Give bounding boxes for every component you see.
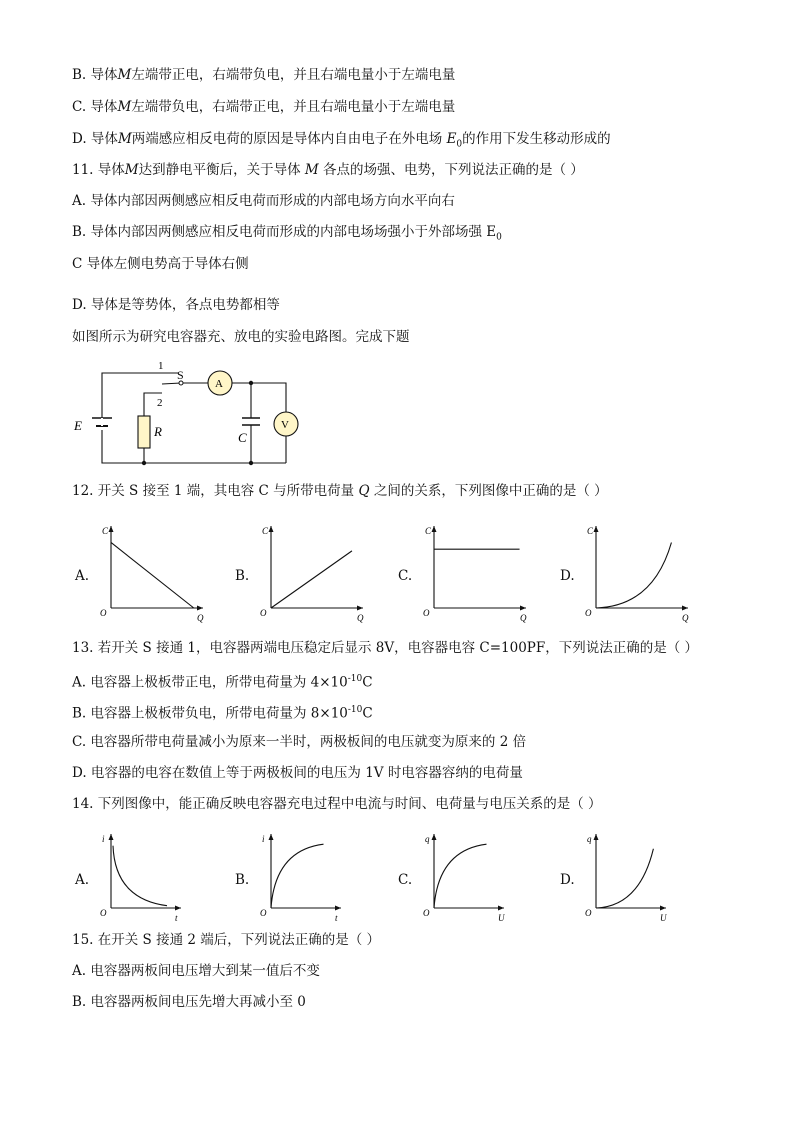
q12-curve-1	[271, 551, 352, 608]
option-15b: B. 电容器两板间电压先增大再减小至 0	[72, 994, 306, 1010]
label-S: S	[177, 368, 184, 382]
q12-origin-label-3: O	[585, 608, 592, 618]
q14-graph-2	[420, 830, 520, 928]
option-10c: C. 导体M左端带负电，右端带正电，并且右端电量小于左端电量	[72, 99, 456, 115]
q14-graph-1	[257, 830, 357, 928]
q12-y-label-0: C	[102, 526, 109, 536]
q12-option-label-3: D.	[560, 568, 575, 585]
circuit-diagram	[70, 360, 310, 472]
option-13a: A. 电容器上极板带正电，所带电荷量为 $4\times 10^{-10}C$	[72, 674, 373, 691]
q12-x-label-2: Q	[520, 613, 527, 623]
q12-graph-3	[582, 522, 704, 628]
q12-option-label-0: A.	[75, 568, 90, 585]
label-pos2: 2	[157, 397, 163, 409]
q12-option-label-2: C.	[398, 568, 413, 585]
q14-option-label-3: D.	[560, 871, 575, 888]
q12-x-arrow-1	[357, 606, 363, 611]
q12-y-arrow-2	[432, 526, 437, 532]
q14-x-arrow-2	[498, 906, 504, 911]
question-15: 15. 在开关 S 接通 2 端后，下列说法正确的是（ ）	[72, 932, 381, 948]
q14-y-arrow-0	[109, 834, 114, 840]
q14-y-label-2: q	[425, 834, 430, 844]
q14-curve-0	[113, 846, 167, 906]
intro-text: 如图所示为研究电容器充、放电的实验电路图。完成下题	[72, 329, 410, 345]
q12-graph-1	[257, 522, 379, 628]
junction-bottom-r	[142, 461, 146, 465]
option-13c: C. 电容器所带电荷量减小为原来一半时，两极板间的电压就变为原来的 2 倍	[72, 734, 527, 750]
q14-origin-label-2: O	[423, 908, 430, 918]
question-13: 13. 若开关 S 接通 1，电容器两端电压稳定后显示 8V，电容器电容 C=100PF，下列说法正确的是（ ）	[72, 640, 699, 656]
q14-y-arrow-1	[269, 834, 274, 840]
q12-graph-2	[420, 522, 542, 628]
wire-bottom	[102, 430, 286, 463]
voltmeter-label: V	[281, 419, 289, 431]
q12-origin-label-1: O	[260, 608, 267, 618]
q14-y-label-0: i	[102, 834, 105, 844]
q12-x-label-1: Q	[357, 613, 364, 623]
q14-curve-2	[434, 844, 487, 908]
switch-blade	[162, 383, 181, 384]
q12-y-label-2: C	[425, 526, 432, 536]
q12-origin-label-0: O	[100, 608, 107, 618]
q14-x-arrow-1	[335, 906, 341, 911]
q14-x-arrow-0	[175, 906, 181, 911]
q12-x-arrow-0	[197, 606, 203, 611]
q12-curve-3	[596, 542, 671, 608]
option-10b: B. 导体M左端带正电，右端带负电，并且右端电量小于左端电量	[72, 67, 456, 83]
q12-graph-0	[97, 522, 219, 628]
q14-curve-1	[271, 844, 324, 908]
q14-y-arrow-2	[432, 834, 437, 840]
option-10d: D. 导体M两端感应相反电荷的原因是导体内自由电子在外电场 $E_0$的作用下发生移动形成的	[72, 131, 611, 150]
q14-x-arrow-3	[660, 906, 666, 911]
q12-x-label-3: Q	[682, 613, 689, 623]
q14-y-arrow-3	[594, 834, 599, 840]
ammeter-label: A	[215, 378, 223, 390]
resistor	[138, 416, 150, 448]
question-11: 11. 导体M达到静电平衡后，关于导体 M 各点的场强、电势，下列说法正确的是（ ）	[72, 162, 584, 178]
option-15a: A. 电容器两板间电压增大到某一值后不变	[72, 963, 320, 979]
option-13b: B. 电容器上极板带负电，所带电荷量为 $8\times 10^{-10}C$	[72, 705, 373, 722]
label-C: C	[238, 430, 247, 445]
q12-x-arrow-2	[520, 606, 526, 611]
q14-option-label-1: B.	[235, 871, 250, 888]
q14-origin-label-0: O	[100, 908, 107, 918]
option-13d: D. 电容器的电容在数值上等于两极板间的电压为 1V 时电容器容纳的电荷量	[72, 765, 523, 781]
q14-graph-3	[582, 830, 682, 928]
q12-y-arrow-3	[594, 526, 599, 532]
q14-option-label-0: A.	[75, 871, 90, 888]
q14-y-label-1: i	[262, 834, 265, 844]
q12-x-label-0: Q	[197, 613, 204, 623]
option-11d: D. 导体是等势体，各点电势都相等	[72, 297, 280, 313]
option-11a: A. 导体内部因两侧感应相反电荷而形成的内部电场方向水平向右	[72, 193, 455, 209]
label-pos1: 1	[158, 360, 164, 372]
q14-graph-0	[97, 830, 197, 928]
question-14: 14. 下列图像中，能正确反映电容器充电过程中电流与时间、电荷量与电压关系的是（ ）	[72, 796, 602, 812]
q14-x-label-3: U	[660, 913, 667, 923]
q12-option-label-1: B.	[235, 568, 250, 585]
q14-origin-label-1: O	[260, 908, 267, 918]
question-12: 12. 开关 S 接至 1 端，其电容 C 与所带电荷量 Q 之间的关系，下列图像中正确的是（ ）	[72, 483, 608, 499]
label-R: R	[154, 424, 162, 439]
junction-bottom-cap	[249, 461, 253, 465]
q12-y-label-1: C	[262, 526, 269, 536]
q14-curve-3	[596, 849, 653, 908]
q14-option-label-2: C.	[398, 871, 413, 888]
q12-y-arrow-0	[109, 526, 114, 532]
wire-top-right	[232, 383, 286, 412]
q12-y-label-3: C	[587, 526, 594, 536]
q14-origin-label-3: O	[585, 908, 592, 918]
q14-x-label-0: t	[175, 913, 178, 923]
wire-top-left	[102, 373, 178, 418]
q12-x-arrow-3	[682, 606, 688, 611]
q12-curve-0	[111, 542, 194, 608]
q12-origin-label-2: O	[423, 608, 430, 618]
q12-y-arrow-1	[269, 526, 274, 532]
q14-y-label-3: q	[587, 834, 592, 844]
q14-x-label-2: U	[498, 913, 505, 923]
q14-x-label-1: t	[335, 913, 338, 923]
junction-top	[249, 381, 253, 385]
option-11c: C 导体左侧电势高于导体右侧	[72, 256, 249, 272]
option-11b: B. 导体内部因两侧感应相反电荷而形成的内部电场场强小于外部场强 $E_0$	[72, 224, 502, 243]
label-E: E	[74, 418, 82, 433]
